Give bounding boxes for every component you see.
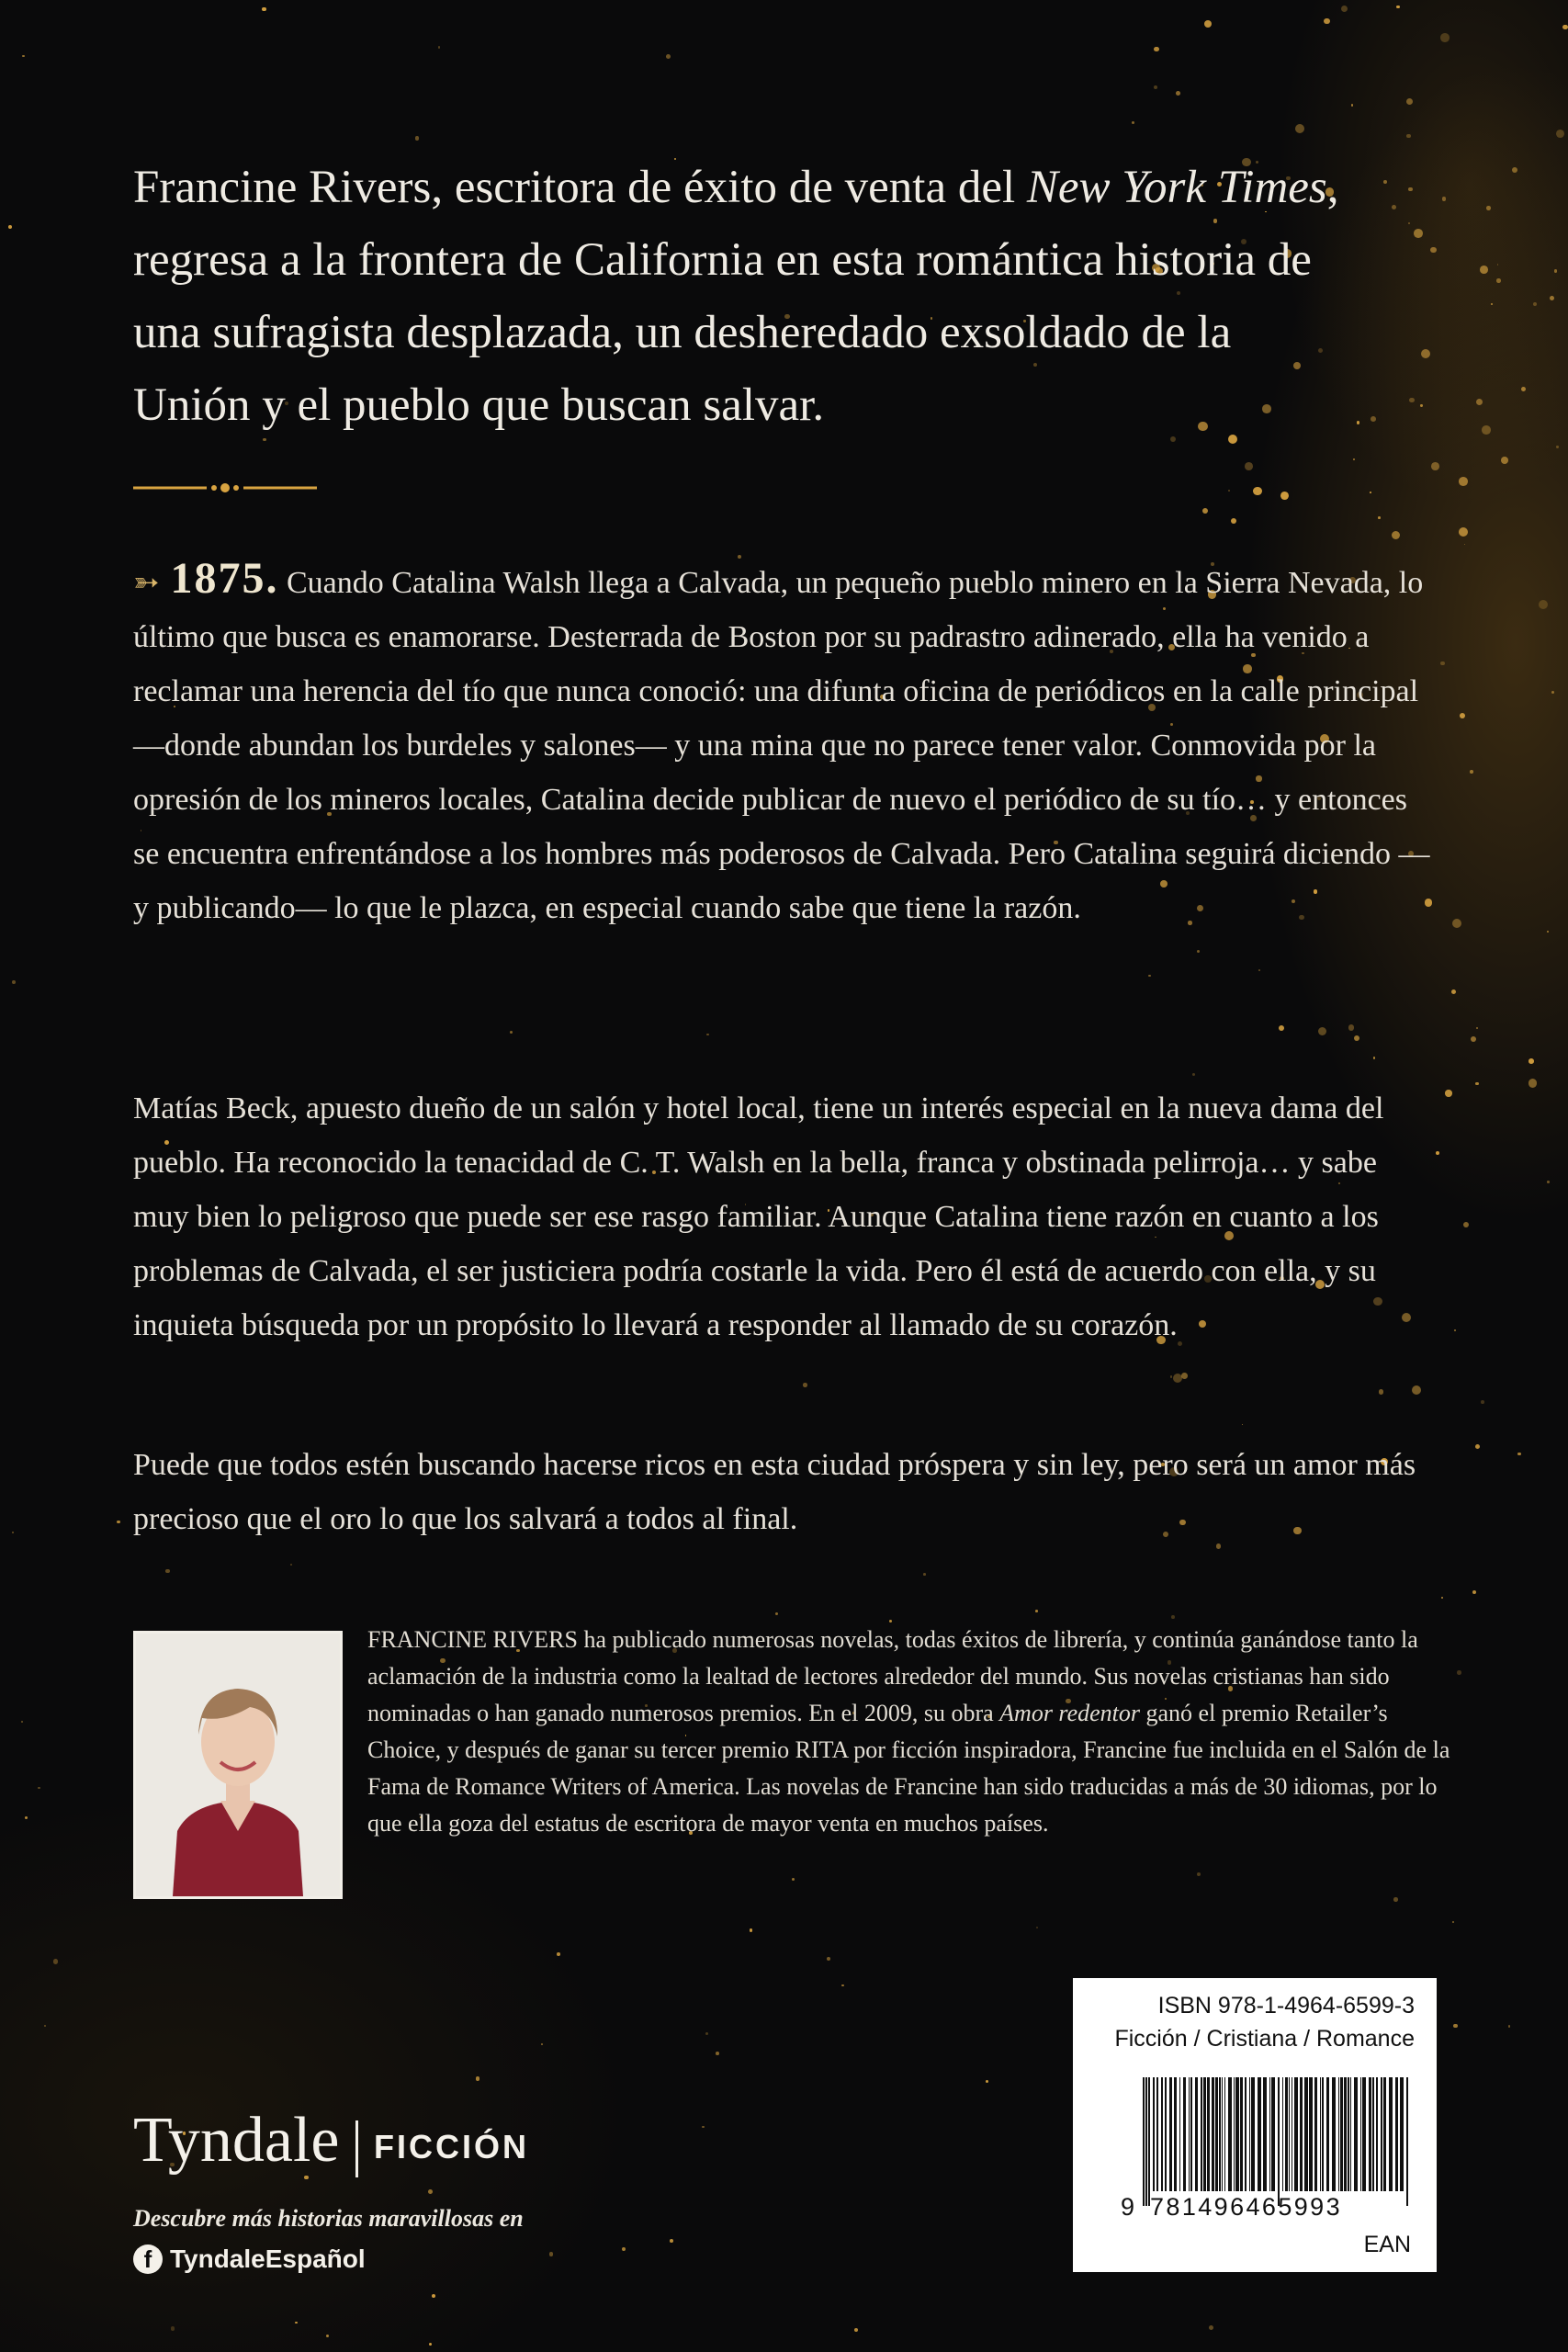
gold-particle: [1454, 1329, 1456, 1331]
barcode-bar: [1350, 2077, 1351, 2191]
gold-particle: [1421, 349, 1430, 358]
gold-particle: [1373, 1057, 1375, 1058]
imprint-label: FICCIÓN: [374, 2128, 529, 2165]
author-bio: FRANCINE RIVERS ha publicado numerosas novelas, todas éxitos de librería, y continúa ganándose tanto la aclamación de la industria como la lealtad de lectores alrededor del mundo. Sus novelas cristianas han sido nominadas o han ganado numerosos premios. En el 2009, su obra Amor redentor ganó el premio Retailer’s Choice, y después de ganar su tercer premio RITA por ficción inspiradora, Francine fue incluida en el Salón de la Fama de Romance Writers of America. Las novelas de Francine han sido traducidas a más de 30 idiomas, por lo que ella goza del estatus de escritora de mayor venta en muchos países.: [367, 1626, 1450, 1837]
gold-particle: [38, 1787, 40, 1790]
gold-particle: [1393, 1897, 1398, 1902]
gold-particle: [1408, 222, 1410, 224]
gold-particle: [1457, 1670, 1461, 1675]
gold-particle: [1471, 1036, 1476, 1042]
gold-particle: [1501, 457, 1508, 464]
gold-particle: [8, 225, 12, 229]
barcode-bar: [1222, 2077, 1223, 2191]
gold-particle: [1132, 121, 1134, 124]
barcode-bar: [1381, 2077, 1382, 2191]
logo-divider: [355, 2120, 358, 2177]
gold-particle: [1258, 969, 1260, 971]
gold-particle: [1556, 446, 1558, 447]
barcode-bar: [1224, 2077, 1225, 2191]
barcode-bar: [1360, 2077, 1361, 2191]
gold-particle: [1547, 931, 1550, 933]
gold-particle: [290, 1564, 292, 1566]
gold-particle: [706, 1034, 709, 1036]
gold-particle: [326, 2335, 329, 2337]
barcode-bar: [1179, 2077, 1180, 2191]
facebook-icon: f: [133, 2245, 163, 2274]
gold-particle: [1348, 1024, 1354, 1030]
gold-particle: [1408, 187, 1412, 191]
gold-particle: [1197, 1872, 1201, 1876]
gold-particle: [1496, 278, 1501, 283]
gold-particle: [666, 54, 671, 59]
gold-particle: [1176, 91, 1180, 96]
barcode-bar: [1215, 2077, 1218, 2191]
gold-particle: [1406, 134, 1411, 139]
gold-particle: [1371, 416, 1376, 422]
isbn-barcode-box: [1073, 1978, 1437, 2272]
barcode-bar: [1395, 2077, 1398, 2191]
barcode-bar: [1309, 2077, 1313, 2191]
gold-particle: [1154, 85, 1157, 89]
barcode-bar: [1320, 2077, 1321, 2191]
barcode-bar: [1183, 2077, 1186, 2191]
gold-particle: [1318, 1027, 1326, 1035]
ean-label: EAN: [1363, 2232, 1411, 2257]
gold-particle: [1512, 167, 1517, 173]
gold-particle: [1464, 544, 1466, 546]
barcode-bar: [1383, 2077, 1386, 2191]
gold-particle: [1383, 180, 1387, 184]
barcode-bar: [1190, 2077, 1192, 2191]
barcode-bar: [1203, 2077, 1206, 2191]
gold-particle: [1035, 1610, 1038, 1612]
gold-particle: [21, 1721, 23, 1723]
gold-particle: [1472, 1590, 1476, 1594]
publisher-name: Tyndale: [133, 2105, 340, 2176]
barcode-bar: [1219, 2077, 1221, 2191]
gold-particle: [557, 1952, 560, 1956]
arrow-flourish-icon: ➳: [133, 566, 160, 600]
gold-particle: [670, 2239, 673, 2243]
gold-particle: [622, 2247, 626, 2251]
barcode-bar: [1282, 2077, 1283, 2191]
gold-particle: [12, 980, 16, 984]
gold-particle: [1420, 404, 1422, 406]
barcode-bar: [1235, 2077, 1239, 2191]
gold-particle: [510, 1031, 513, 1034]
gold-particle: [1551, 691, 1554, 694]
gold-particle: [53, 1959, 58, 1963]
barcode-bar: [1338, 2077, 1339, 2191]
gold-particle: [841, 1984, 844, 1987]
gold-particle: [1396, 6, 1400, 9]
gold-particle: [1228, 490, 1230, 492]
gold-particle: [1197, 950, 1201, 954]
synopsis-paragraph-2: Matías Beck, apuesto dueño de un salón y hotel local, tiene un interés especial en la nueva dama del pueblo. Ha reconocido la tenacidad de C. T. Walsh en la bella, franca y obstinada pelirroja… y sabe muy bien lo peligroso que puede ser ese rasgo familiar. Aunque Catalina tiene razón en cuanto a los problemas de Calvada, el ser justiciera podría costarle la vida. Pero él está de acuerdo con ella, y su inquieta búsqueda por un propósito lo llevará a responder al llamado de su corazón.: [133, 1091, 1384, 1342]
gold-particle: [1539, 600, 1548, 609]
gold-particle: [1463, 1222, 1469, 1227]
gold-particle: [429, 2343, 432, 2346]
gold-particle: [1440, 33, 1449, 41]
gold-particle: [432, 2294, 435, 2298]
barcode-bar: [1322, 2077, 1324, 2191]
barcode-bar: [1289, 2077, 1290, 2191]
gold-particle: [1280, 492, 1289, 500]
barcode-digits: 781496465993: [1150, 2193, 1342, 2221]
gold-particle: [1481, 1400, 1484, 1404]
barcode-bar: [1143, 2077, 1145, 2206]
gold-particle: [702, 2126, 705, 2129]
gold-particle: [1460, 713, 1465, 718]
gold-particle: [1497, 264, 1499, 266]
gold-particle: [1392, 531, 1400, 539]
barcode-bar: [1174, 2077, 1177, 2191]
barcode-bar: [1269, 2077, 1270, 2191]
barcode-bar: [1354, 2077, 1358, 2191]
social-link: [133, 2245, 366, 2274]
gold-particle: [750, 1928, 753, 1932]
gold-particle: [1476, 1027, 1478, 1029]
gold-particle: [1508, 2025, 1511, 2028]
barcode-bar: [1263, 2077, 1267, 2191]
gold-particle: [1279, 1025, 1284, 1031]
gold-particle: [1445, 1090, 1451, 1096]
year-heading: 1875.: [170, 554, 279, 603]
barcode-bar: [1228, 2077, 1232, 2191]
gold-particle: [1480, 266, 1488, 274]
gold-particle: [25, 1816, 28, 1819]
gold-particle: [1430, 247, 1437, 254]
barcode-bar: [1314, 2077, 1317, 2191]
barcode-bar: [1344, 2077, 1347, 2191]
gold-particle: [1409, 398, 1415, 403]
category-label: Ficción / Cristiana / Romance: [1114, 2026, 1415, 2052]
barcode-bar: [1278, 2077, 1280, 2206]
barcode-bar: [1332, 2077, 1336, 2191]
gold-particle: [44, 2025, 46, 2027]
gold-particle: [1475, 1444, 1480, 1449]
gold-particle: [549, 2252, 553, 2256]
barcode-bar: [1372, 2077, 1374, 2191]
gold-particle: [1529, 1079, 1537, 1087]
gold-particle: [1173, 1374, 1182, 1383]
gold-particle: [1202, 508, 1208, 514]
gold-particle: [1470, 770, 1473, 774]
gold-particle: [1441, 1597, 1443, 1599]
gold-particle: [705, 2032, 708, 2035]
gold-particle: [1459, 477, 1468, 486]
gold-particle: [1242, 1424, 1244, 1426]
barcode-bar: [1234, 2077, 1235, 2191]
gold-particle: [1459, 527, 1468, 537]
gold-particle: [1550, 296, 1554, 300]
barcode-bar: [1156, 2077, 1158, 2191]
gold-particle: [262, 7, 266, 12]
barcode-bar: [1294, 2077, 1298, 2191]
gold-particle: [1482, 425, 1491, 435]
gold-particle: [775, 1612, 778, 1615]
gold-particle: [1171, 1615, 1175, 1619]
gold-particle: [803, 1383, 807, 1387]
gold-particle: [923, 1573, 926, 1576]
barcode-bar: [1362, 2077, 1366, 2191]
gold-particle: [1036, 1927, 1038, 1928]
barcode-bar: [1240, 2077, 1243, 2191]
barcode-bar: [1348, 2077, 1349, 2191]
gold-particle: [1453, 2024, 1457, 2028]
barcode-bar: [1400, 2077, 1404, 2191]
barcode-bar: [1207, 2077, 1210, 2191]
gold-particle: [1452, 1921, 1454, 1923]
gold-particle: [1476, 399, 1483, 405]
bio-italic-title: Amor redentor: [999, 1700, 1141, 1726]
gold-particle: [1354, 1035, 1359, 1041]
gold-particle: [1440, 662, 1445, 666]
gold-particle: [1554, 269, 1557, 272]
barcode-bar: [1189, 2077, 1190, 2191]
gold-particle: [12, 1532, 14, 1533]
gold-particle: [165, 1569, 170, 1574]
gold-particle: [1209, 2325, 1213, 2330]
intro-italic-title: New York Times: [1026, 162, 1327, 213]
gold-particle: [1253, 487, 1262, 496]
gold-particle: [854, 2328, 858, 2332]
discover-text: Descubre más historias maravillosas en: [133, 2205, 524, 2232]
gold-particle: [476, 2076, 479, 2080]
gold-particle: [1562, 25, 1568, 30]
barcode-bar: [1169, 2077, 1172, 2191]
gold-particle: [1295, 124, 1304, 133]
gold-particle: [1491, 303, 1493, 305]
synopsis-paragraph-3: Puede que todos estén buscando hacerse ricos en esta ciudad próspera y sin ley, pero será un amor más precioso que el oro lo que los salvará a todos al final.: [133, 1448, 1416, 1536]
gold-particle: [827, 1957, 830, 1961]
gold-particle: [1547, 1181, 1549, 1182]
barcode-bar: [1148, 2077, 1150, 2206]
barcode-bar: [1340, 2077, 1343, 2191]
gold-particle: [1533, 302, 1537, 306]
barcode-bar: [1376, 2077, 1378, 2191]
gold-particle: [1392, 205, 1396, 209]
barcode-bar: [1195, 2077, 1198, 2191]
gold-particle: [1148, 975, 1150, 977]
gold-particle: [1204, 20, 1212, 28]
barcode-lead-digit: 9: [1121, 2193, 1135, 2221]
gold-particle: [1521, 387, 1527, 392]
gold-particle: [1412, 1385, 1421, 1395]
gold-particle: [792, 1878, 795, 1881]
gold-particle: [438, 46, 441, 49]
barcode-bar: [1369, 2077, 1371, 2191]
gold-particle: [1324, 18, 1330, 25]
gold-particle: [1192, 1073, 1195, 1076]
barcode-bar: [1300, 2077, 1303, 2191]
gold-particle: [1357, 421, 1359, 424]
gold-particle: [1529, 1058, 1534, 1064]
social-handle: TyndaleEspañol: [170, 2245, 366, 2273]
barcode-bar: [1153, 2077, 1155, 2191]
barcode-bar: [1326, 2077, 1329, 2191]
gold-particle: [716, 2052, 719, 2055]
author-photo: [133, 1631, 343, 1899]
gold-particle: [1154, 47, 1158, 51]
gold-particle: [1517, 1453, 1520, 1455]
gold-particle: [1231, 518, 1236, 524]
gold-particle: [428, 2189, 433, 2194]
barcode-bar: [1406, 2077, 1408, 2206]
gold-particle: [295, 2322, 297, 2324]
gold-particle: [1341, 6, 1348, 12]
synopsis-paragraph-1: ➳ 1875. Cuando Catalina Walsh llega a Calvada, un pequeño pueblo minero en la Sierra Nevada, lo último que busca es enamorarse. Desterrada de Boston por su padrastro adinerado, ella ha venido a reclamar una herencia del tío que nunca conoció: una difunta oficina de periódicos en la calle principal —donde abundan los burdeles y salones— y una mina que no parece tener valor. Conmovida por la opresión de los mineros locales, Catalina decide publicar de nuevo el periódico de su tío… y entonces se encuentra enfrentándose a los hombres más poderosos de Calvada. Pero Catalina seguirá diciendo —y publicando— lo que le plazca, en especial cuando sabe que tiene la razón.: [133, 554, 1430, 925]
barcode-bar: [1161, 2077, 1163, 2191]
barcode-bar: [1304, 2077, 1308, 2191]
gold-particle: [415, 136, 420, 141]
gold-particle: [171, 2326, 175, 2331]
gold-particle: [1245, 462, 1253, 470]
isbn-number: ISBN 978-1-4964-6599-3: [1157, 1993, 1415, 2018]
gold-particle: [1414, 229, 1423, 238]
barcode-bar: [1165, 2077, 1167, 2191]
barcode-bar: [1251, 2077, 1255, 2191]
barcode-icon: [1143, 2077, 1415, 2206]
gold-particle: [1379, 1389, 1384, 1395]
gold-particle: [1452, 919, 1461, 928]
barcode-bar: [1145, 2077, 1147, 2206]
gold-particle: [1370, 492, 1371, 493]
gold-particle: [1442, 197, 1447, 201]
barcode-bar: [1245, 2077, 1247, 2191]
gold-particle: [1378, 516, 1381, 519]
gold-particle: [1556, 130, 1564, 138]
gold-particle: [1431, 462, 1439, 470]
gold-particle: [1351, 104, 1354, 107]
gold-particle: [541, 2043, 543, 2045]
gold-particle: [986, 2080, 988, 2083]
gold-particle: [22, 55, 24, 57]
gold-particle: [1406, 98, 1413, 105]
intro-tagline: Francine Rivers, escritora de éxito de venta del New York Times, regresa a la frontera de California en esta romántica historia de una sufragista desplazada, un desheredado exsoldado de la Unión y el pueblo que buscan salvar.: [133, 162, 1339, 431]
barcode-bar: [1212, 2077, 1214, 2191]
gold-particle: [117, 1521, 120, 1524]
gold-particle: [1353, 458, 1355, 460]
barcode-bar: [1249, 2077, 1250, 2191]
gold-divider-icon: [133, 478, 317, 498]
gold-particle: [1486, 206, 1491, 210]
barcode-bar: [1285, 2077, 1288, 2191]
barcode-bar: [1258, 2077, 1261, 2191]
gold-particle: [1475, 1082, 1478, 1085]
gold-particle: [1451, 989, 1456, 994]
barcode-bar: [1271, 2077, 1275, 2191]
barcode-bar: [1201, 2077, 1202, 2191]
barcode-bar: [1389, 2077, 1393, 2191]
